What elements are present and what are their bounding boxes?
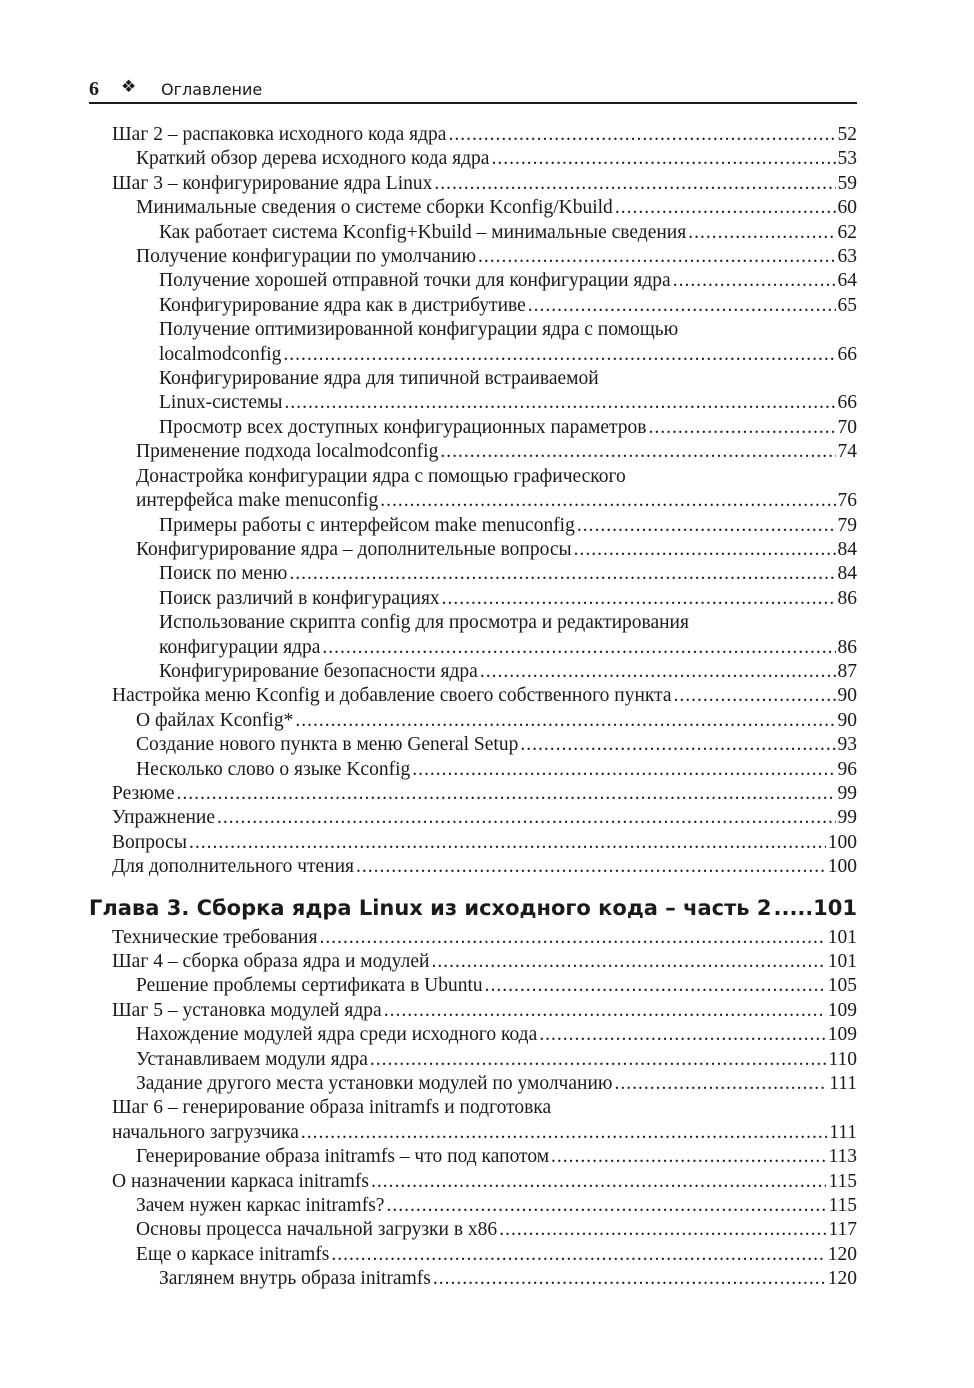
dot-leader (480, 660, 836, 684)
toc-entry[interactable] (89, 709, 857, 733)
toc-entry-page: 90 (837, 685, 857, 707)
toc-entry-title: Решение проблемы сертификата в Ubuntu (136, 975, 483, 997)
toc-entry[interactable] (89, 999, 857, 1023)
dot-leader (551, 1145, 826, 1169)
toc-entry-page: 66 (837, 392, 857, 414)
dot-leader (320, 926, 826, 950)
dot-leader (283, 343, 835, 367)
toc-entry-title: Технические требования (112, 926, 318, 948)
toc-entry-page: 62 (837, 221, 857, 243)
toc-entry-page: 109 (827, 1024, 857, 1046)
toc-entry-page: 63 (837, 246, 857, 268)
toc-entry[interactable] (89, 926, 857, 950)
toc-entry-title-line1: Получение оптимизированной конфигурации ядра с помощью (159, 319, 679, 341)
dot-leader (673, 269, 836, 293)
toc-entry-page: 52 (837, 124, 857, 145)
toc-entry[interactable] (89, 269, 857, 293)
toc-entry-title: Задание другого места установки модулей по умолчанию (136, 1073, 613, 1095)
toc-entry[interactable] (89, 440, 857, 464)
dot-leader (370, 1048, 827, 1072)
dot-leader (356, 855, 826, 879)
toc-entry-title: Нахождение модулей ядра среди исходного кода (136, 1024, 538, 1046)
table-of-contents (89, 123, 857, 1292)
dot-leader (322, 636, 835, 660)
toc-entry-title: Поиск различий в конфигурациях (159, 587, 440, 609)
toc-entry-page: 84 (837, 538, 857, 560)
toc-entry-page: 115 (828, 1170, 857, 1192)
toc-entry-title: начального загрузчика (112, 1121, 299, 1143)
toc-entry-page: 93 (837, 734, 857, 756)
toc-entry-page: 65 (837, 294, 857, 316)
toc-entry-title: Заглянем внутрь образа initramfs (159, 1268, 431, 1290)
toc-entry-page: 100 (827, 856, 857, 878)
dot-leader (371, 1170, 827, 1194)
toc-entry-title: Резюме (112, 782, 175, 804)
toc-entry-page: 113 (828, 1146, 857, 1168)
toc-entry-title: Создание нового пункта в меню General Setup (136, 734, 519, 756)
toc-entry-page: 105 (827, 975, 857, 997)
toc-entry[interactable] (89, 1243, 857, 1267)
toc-entry-title: Зачем нужен каркас initramfs? (136, 1195, 385, 1217)
toc-entry-page: 100 (827, 831, 857, 853)
toc-entry-page: 101 (813, 895, 857, 920)
dot-leader (289, 562, 835, 586)
dot-leader (528, 294, 836, 318)
toc-entry-title: localmodconfig (159, 343, 282, 365)
toc-entry-page: 74 (837, 441, 857, 463)
toc-entry-page: 86 (837, 636, 857, 658)
toc-entry-title-line1: Конфигурирование ядра для типичной встраиваемой (159, 368, 599, 390)
toc-entry-title-line1: Донастройка конфигурации ядра с помощью графического (136, 465, 626, 487)
toc-entry-page: 120 (827, 1243, 857, 1265)
dot-leader (434, 172, 835, 196)
toc-entry-title: Конфигурирование ядра как в дистрибутиве (159, 294, 526, 316)
toc-entry[interactable] (89, 1072, 857, 1096)
toc-entry-page: 76 (837, 490, 857, 512)
dot-leader (301, 1121, 827, 1145)
toc-entry-page: 101 (827, 951, 857, 972)
toc-entry[interactable] (89, 196, 857, 220)
toc-entry[interactable] (89, 855, 857, 879)
toc-entry-title: Глава 3. Сборка ядра Linux из исходного кода – часть 2 (89, 895, 772, 920)
toc-entry[interactable] (89, 465, 857, 514)
toc-entry-page: 66 (837, 343, 857, 365)
toc-entry[interactable] (89, 1170, 857, 1194)
toc-entry[interactable] (89, 733, 857, 757)
toc-entry-page: 60 (837, 197, 857, 219)
dot-leader (448, 123, 835, 147)
dot-leader (384, 999, 826, 1023)
toc-entry-title: Шаг 2 – распаковка исходного кода ядра (112, 124, 447, 145)
toc-chapter-entry[interactable] (89, 893, 857, 923)
toc-entry[interactable] (89, 684, 857, 708)
toc-entry[interactable] (89, 1218, 857, 1242)
toc-entry-page: 86 (837, 587, 857, 609)
dot-leader (386, 1194, 826, 1218)
toc-entry-title-line1: Шаг 6 – генерирование образа initramfs и подготовка (112, 1097, 552, 1119)
dot-leader (773, 893, 811, 923)
toc-entry-title: О файлах Kconfig* (136, 709, 294, 731)
dot-leader (431, 950, 825, 974)
toc-entry-title: Основы процесса начальной загрузки в x86 (136, 1219, 498, 1241)
dot-leader (380, 489, 835, 513)
toc-entry-title: Устанавливаем модули ядра (136, 1048, 368, 1070)
toc-entry-page: 99 (837, 782, 857, 804)
dot-leader (440, 440, 835, 464)
dot-leader (485, 974, 826, 998)
toc-entry[interactable] (89, 1145, 857, 1169)
dot-leader (295, 709, 835, 733)
toc-entry[interactable] (89, 974, 857, 998)
toc-entry-title: Шаг 3 – конфигурирование ядра Linux (112, 172, 433, 194)
ornament-icon: ❖ (121, 77, 137, 97)
toc-entry[interactable] (89, 514, 857, 538)
dot-leader (412, 758, 835, 782)
toc-entry-page: 101 (827, 926, 857, 948)
toc-entry-page: 79 (837, 514, 857, 536)
toc-entry[interactable] (89, 294, 857, 318)
toc-entry-title: Конфигурирование безопасности ядра (159, 660, 478, 682)
toc-entry-page: 87 (837, 660, 857, 682)
toc-entry[interactable] (89, 367, 857, 416)
toc-entry-title: Еще о каркасе initramfs (136, 1243, 330, 1265)
dot-leader (491, 147, 835, 171)
toc-entry-page: 96 (837, 758, 857, 780)
toc-entry[interactable] (89, 245, 857, 269)
toc-entry-title: Linux-системы (159, 392, 283, 414)
dot-leader (499, 1218, 826, 1242)
toc-entry[interactable] (89, 123, 857, 147)
toc-entry[interactable] (89, 782, 857, 806)
toc-entry-page: 90 (837, 709, 857, 731)
toc-entry-title: Просмотр всех доступных конфигурационных параметров (159, 416, 647, 438)
toc-entry[interactable] (89, 950, 857, 974)
toc-entry-title: Получение хорошей отправной точки для конфигурации ядра (159, 270, 671, 292)
toc-entry-title: Шаг 4 – сборка образа ядра и модулей (112, 951, 430, 972)
toc-entry[interactable] (89, 416, 857, 440)
toc-entry-title: Примеры работы с интерфейсом make menuconfig (159, 514, 575, 536)
toc-entry[interactable] (89, 660, 857, 684)
dot-leader (520, 733, 835, 757)
toc-entry[interactable] (89, 1194, 857, 1218)
toc-entry[interactable] (89, 1096, 857, 1145)
toc-entry-title: конфигурации ядра (159, 636, 321, 658)
toc-entry-page: 84 (837, 563, 857, 585)
toc-entry[interactable] (89, 538, 857, 562)
toc-entry-page: 109 (827, 999, 857, 1021)
page-number: 6 (89, 78, 99, 100)
toc-entry-title-line1: Использование скрипта config для просмотра и редактирования (159, 612, 689, 634)
toc-entry[interactable] (89, 806, 857, 830)
toc-entry-title: Минимальные сведения о системе сборки Kconfig/Kbuild (136, 197, 613, 219)
dot-leader (615, 196, 836, 220)
toc-entry-page: 59 (837, 172, 857, 194)
toc-entry-title: Вопросы (112, 831, 187, 853)
dot-leader (648, 416, 835, 440)
toc-entry-page: 99 (837, 807, 857, 829)
dot-leader (577, 514, 836, 538)
toc-entry-page: 111 (829, 1073, 857, 1095)
dot-leader (539, 1023, 826, 1047)
toc-entry[interactable] (89, 172, 857, 196)
running-header-title: Оглавление (161, 80, 263, 99)
toc-entry-title: Настройка меню Kconfig и добавление своего собственного пункта (112, 685, 672, 707)
dot-leader (217, 806, 835, 830)
dot-leader (574, 538, 836, 562)
toc-entry[interactable] (89, 587, 857, 611)
dot-leader (442, 587, 836, 611)
toc-entry-title: Как работает система Kconfig+Kbuild – минимальные сведения (159, 221, 687, 243)
toc-entry-title: Упражнение (112, 807, 216, 829)
toc-entry-title: Применение подхода localmodconfig (136, 441, 439, 463)
toc-entry[interactable] (89, 758, 857, 782)
running-header (89, 76, 857, 104)
toc-entry-page: 117 (828, 1219, 857, 1241)
toc-entry-page: 110 (828, 1048, 857, 1070)
toc-entry[interactable] (89, 562, 857, 586)
dot-leader (688, 221, 835, 245)
toc-entry[interactable] (89, 1048, 857, 1072)
toc-entry-title: Несколько слово о языке Kconfig (136, 758, 411, 780)
toc-entry[interactable] (89, 831, 857, 855)
dot-leader (614, 1072, 827, 1096)
toc-entry-title: Краткий обзор дерева исходного кода ядра (136, 148, 490, 170)
toc-entry-title: Конфигурирование ядра – дополнительные вопросы (136, 538, 572, 560)
dot-leader (674, 684, 836, 708)
toc-entry-title: Шаг 5 – установка модулей ядра (112, 999, 382, 1021)
toc-entry[interactable] (89, 221, 857, 245)
dot-leader (478, 245, 835, 269)
toc-entry-title: Получение конфигурации по умолчанию (136, 246, 477, 268)
toc-entry-title: О назначении каркаса initramfs (112, 1170, 369, 1192)
dot-leader (177, 782, 836, 806)
toc-entry-title: интерфейса make menuconfig (136, 490, 379, 512)
toc-entry-title: Генерирование образа initramfs – что под капотом (136, 1146, 550, 1168)
dot-leader (284, 391, 835, 415)
toc-entry-title: Поиск по меню (159, 563, 288, 585)
toc-entry[interactable] (89, 147, 857, 171)
toc-entry[interactable] (89, 318, 857, 367)
toc-entry-page: 70 (837, 416, 857, 438)
toc-entry[interactable] (89, 611, 857, 660)
toc-entry-page: 115 (828, 1195, 857, 1217)
toc-entry[interactable] (89, 1023, 857, 1047)
toc-entry-page: 53 (837, 148, 857, 170)
toc-entry-title: Для дополнительного чтения (112, 856, 355, 878)
toc-entry-page: 111 (829, 1121, 857, 1143)
dot-leader (331, 1243, 825, 1267)
dot-leader (189, 831, 826, 855)
toc-entry[interactable] (89, 1267, 857, 1291)
toc-entry-page: 120 (827, 1268, 857, 1290)
toc-entry-page: 64 (837, 270, 857, 292)
dot-leader (433, 1267, 826, 1291)
